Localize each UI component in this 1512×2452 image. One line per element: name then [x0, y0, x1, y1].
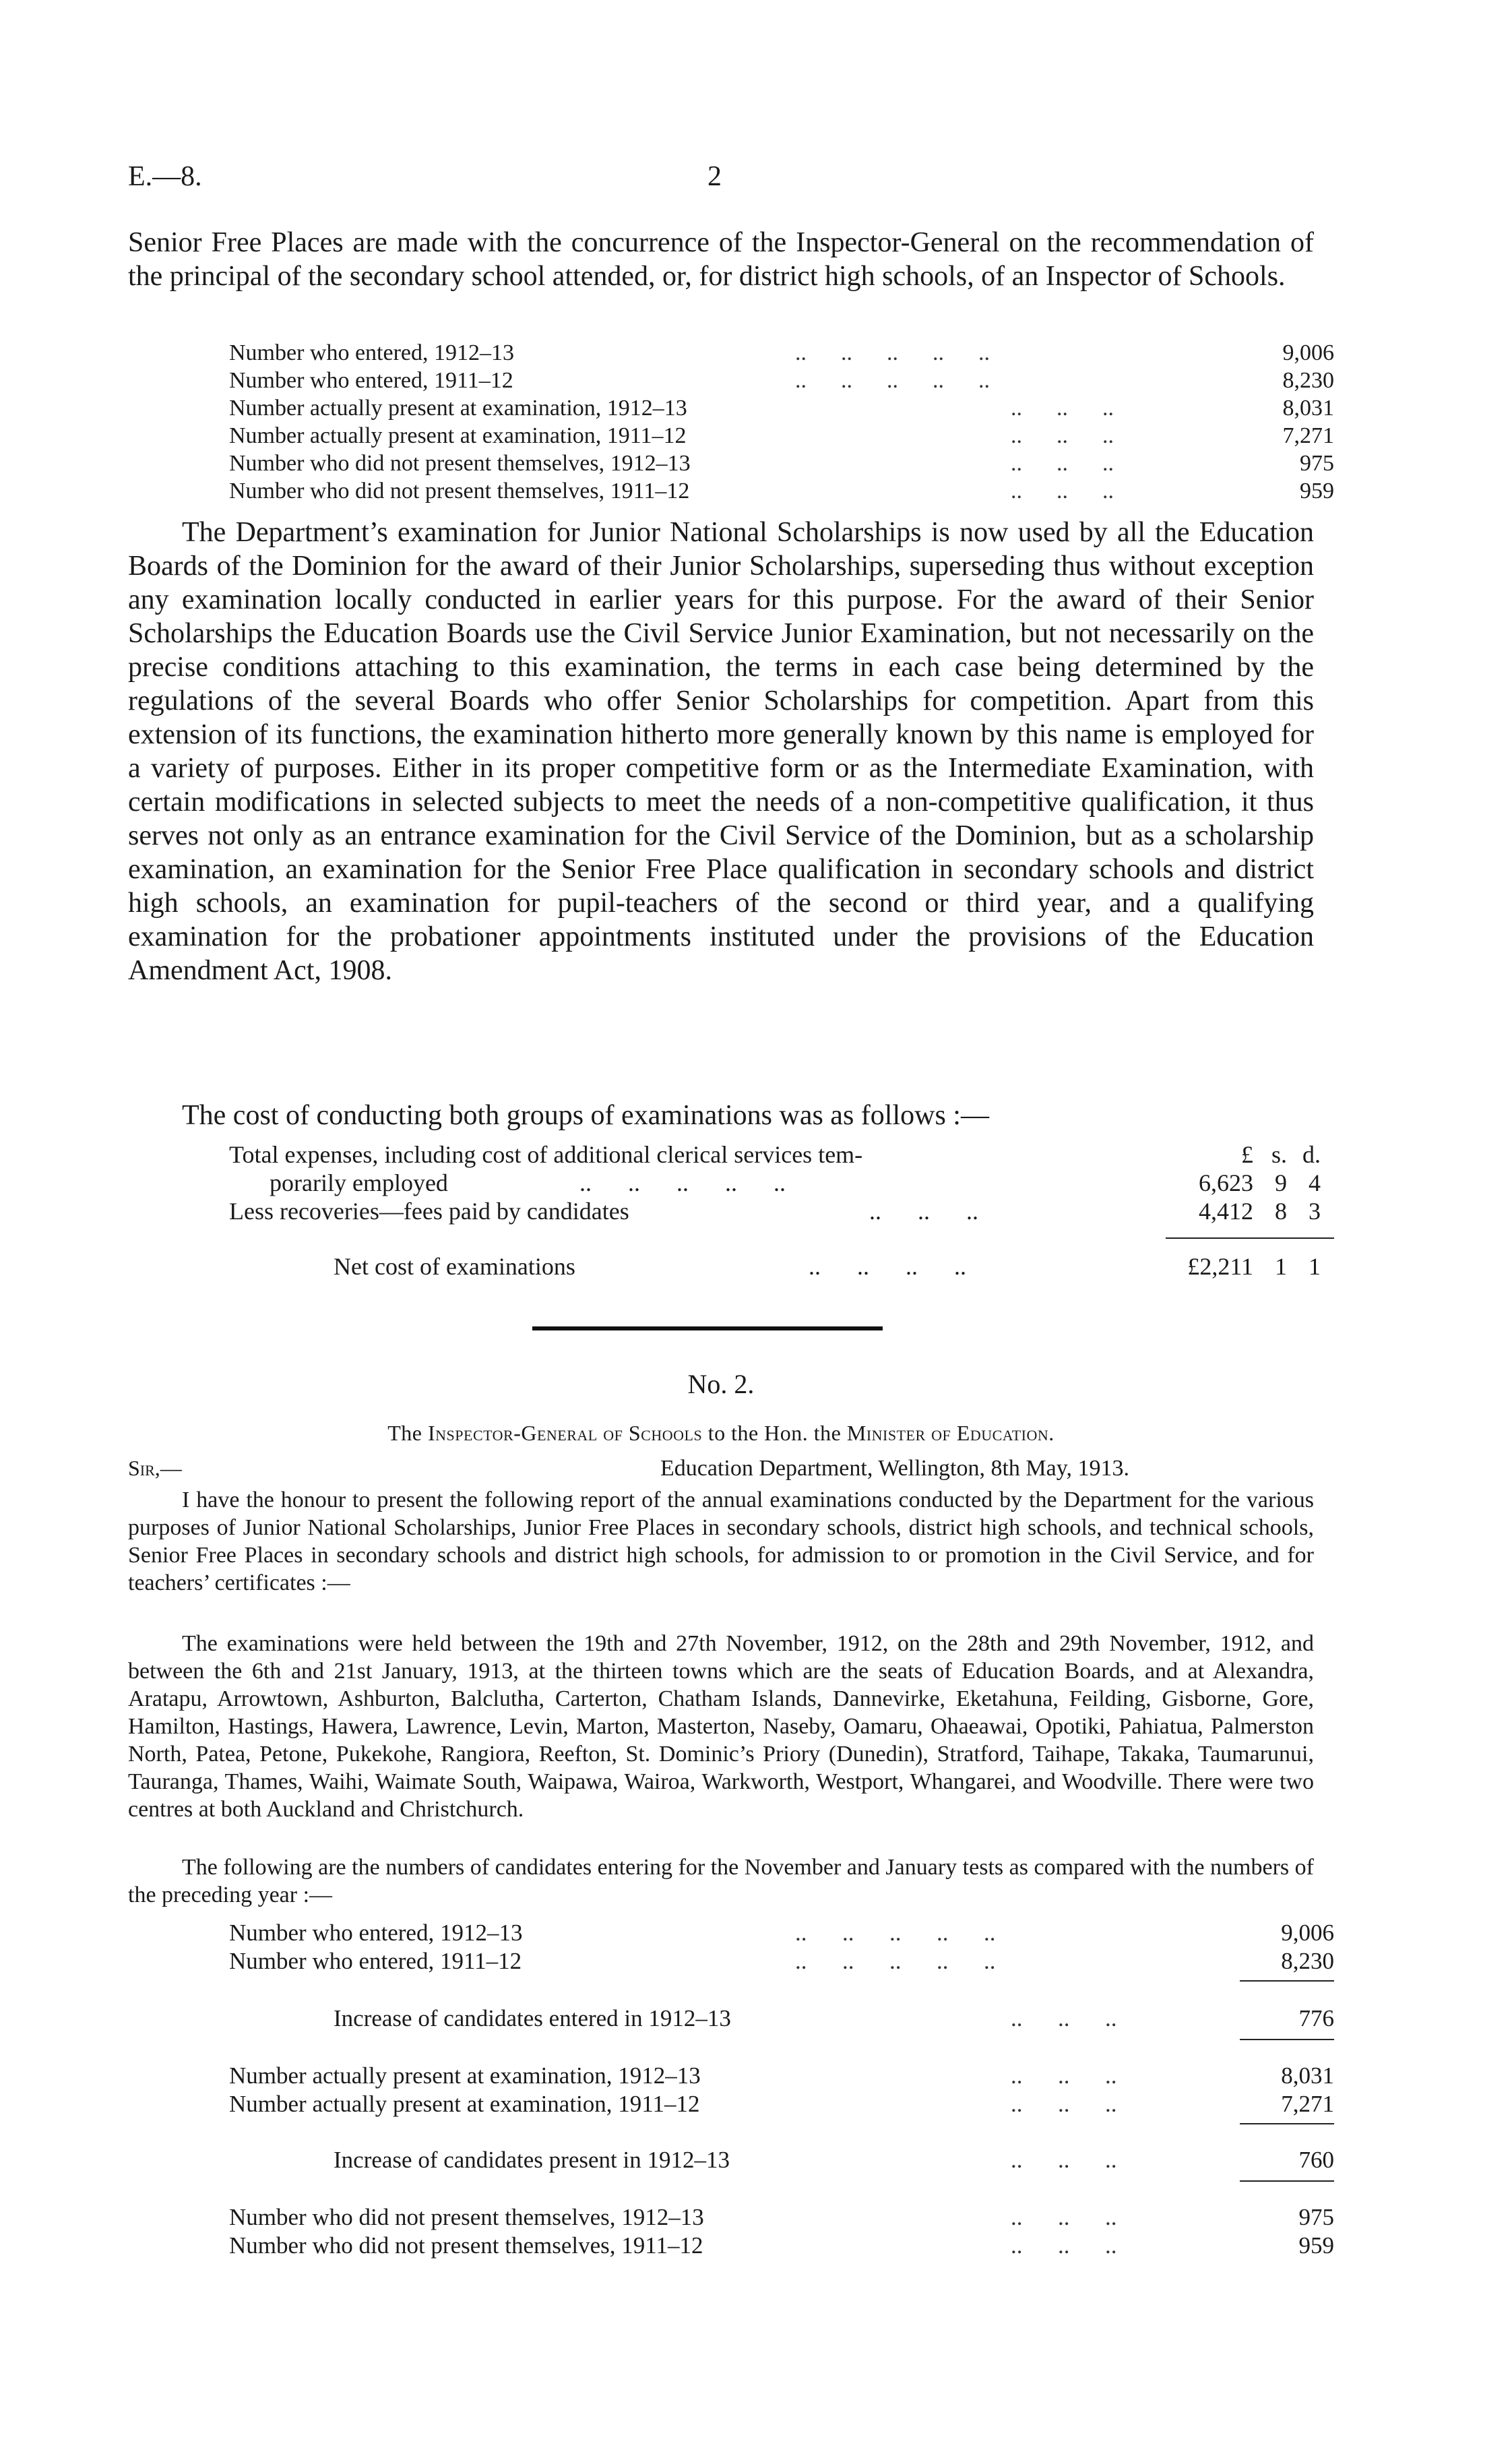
row-value: 8,031	[1281, 2062, 1334, 2089]
report-paragraph-1: I have the honour to present the following report of the annual examinations conducted by the Department for the various purposes of Junior National Scholarships, Junior Free Places in secondary schools, district high schools, and technical schools, Senior Free Places in secondary schools and district high schools, for admission to or promotion in the Civil Service, and for teachers’ certificates :—	[128, 1488, 1314, 1595]
leader-dots: .. .. .. .. ..	[579, 1169, 786, 1196]
stats2-row	[229, 1948, 1334, 1975]
row-value: 975	[1300, 451, 1334, 476]
stats2-row: Number who did not present themselves, 1912–13 .. .. .. 975	[229, 2204, 1334, 2230]
dateline: Education Department, Wellington, 8th May, 1913.	[660, 1456, 1130, 1481]
address-line	[128, 1421, 1314, 1446]
row-label: Number who did not present themselves, 1911–12	[229, 479, 690, 503]
sum-rule	[1240, 2123, 1334, 2124]
leader-dots: .. .. .. .. ..	[795, 1948, 996, 1974]
stats2-row	[229, 1920, 1334, 1947]
pounds-value: 4,412	[1199, 1198, 1253, 1225]
page-header	[128, 160, 1314, 201]
sum-rule	[1240, 2180, 1334, 2182]
sum-rule	[1240, 2039, 1334, 2040]
salutation: Sir,—	[128, 1456, 182, 1480]
row-label: Number actually present at examination, 1911–12	[229, 423, 687, 448]
stats1-row: Number who did not present themselves, 1911–12 .. .. .. 959	[229, 479, 1334, 503]
sum-rule	[1166, 1237, 1334, 1239]
stats2-row: Number who did not present themselves, 1911–12 .. .. .. 959	[229, 2232, 1334, 2259]
pounds-head: £	[1241, 1141, 1253, 1168]
row-label: Total expenses, including cost of additional clerical services tem-	[229, 1141, 863, 1168]
stats1-row: Number actually present at examination, 1911–12 .. .. .. 7,271	[229, 423, 1334, 448]
net-pounds: £2,211	[1187, 1253, 1253, 1280]
stats1-row	[229, 368, 1334, 396]
pounds-value: 6,623	[1199, 1169, 1253, 1196]
row-value: 9,006	[1281, 1920, 1334, 1946]
row-value: 8,230	[1281, 1948, 1334, 1974]
row-label: Increase of candidates entered in 1912–13	[334, 2005, 731, 2031]
row-value: 7,271	[1281, 2091, 1334, 2117]
increase-row: Increase of candidates entered in 1912–13 .. .. .. 776	[334, 2005, 1334, 2031]
sum-rule	[1240, 1980, 1334, 1982]
row-label: Number who entered, 1912–13	[229, 1920, 523, 1946]
cost-row	[229, 1169, 1334, 1198]
row-value: 760	[1298, 2147, 1334, 2173]
row-value: 8,230	[1282, 368, 1334, 393]
row-label: Number who did not present themselves, 1911–12	[229, 2232, 703, 2259]
shillings-head: s.	[1271, 1141, 1287, 1168]
section-divider	[532, 1326, 883, 1330]
row-label: Number who did not present themselves, 1912–13	[229, 451, 691, 476]
row-value: 7,271	[1282, 423, 1334, 448]
pence-value: 3	[1309, 1198, 1321, 1225]
row-label: Less recoveries—fees paid by candidates	[229, 1198, 629, 1225]
leader-dots: .. .. .. .. ..	[795, 340, 990, 365]
leader-dots: .. .. .. .. ..	[795, 368, 990, 393]
leader-dots: .. .. .. .. ..	[795, 1920, 996, 1946]
net-shillings: 1	[1275, 1253, 1287, 1280]
address-to: Minister of Education.	[846, 1421, 1054, 1445]
row-label: Number actually present at examination, 1912–13	[229, 396, 687, 421]
address-mid: to the Hon. the	[707, 1421, 842, 1445]
increase-row: Increase of candidates present in 1912–13 .. .. .. 760	[334, 2147, 1334, 2173]
cost-intro: The cost of conducting both groups of examinations was as follows :—	[182, 1100, 989, 1131]
stats1-row: Number actually present at examination, 1912–13 .. .. .. 8,031	[229, 396, 1334, 421]
row-value: 8,031	[1282, 396, 1334, 421]
row-value: 959	[1298, 2232, 1334, 2259]
row-value: 975	[1298, 2204, 1334, 2230]
row-value: 9,006	[1282, 340, 1334, 365]
cost-row: Less recoveries—fees paid by candidates .. .. .. 4,412 8 3	[229, 1198, 1321, 1225]
net-cost-row: Net cost of examinations .. .. .. .. £2,211 1 1	[334, 1253, 1321, 1280]
row-label-continued: porarily employed	[270, 1169, 448, 1196]
net-pence: 1	[1309, 1253, 1321, 1280]
net-label: Net cost of examinations	[334, 1253, 575, 1280]
stats2-row: Number actually present at examination, 1911–12 .. .. .. 7,271	[229, 2091, 1334, 2117]
stats1-row	[229, 340, 1334, 368]
department-paragraph: The Department’s examination for Junior National Scholarships is now used by all the Education Boards of the Dominion for the award of their Junior Scholarships, superseding thus without exception any examination locally conducted in earlier years for this purpose. For the award of their Senior Scholarships the Education Boards use the Civil Service Junior Examination, but not necessarily on the precise conditions attaching to this examination, the terms in each case being determined by the regulations of the several Boards who offer Senior Scholarships for competition. Apart from this extension of its functions, the examination hitherto more generally known by this name is employed for a variety of purposes. Either in its proper competitive form or as the Intermediate Examination, with certain modifications in selected subjects to meet the needs of a non-competitive qualification, it thus serves not only as an entrance examination for the Civil Service of the Dominion, but as a scholarship examination, an examination for the Senior Free Place qualification in secondary schools and district high schools, an examination for pupil-teachers of the second or third year, and a qualifying examination for the probationer appointments instituted under the provisions of the Education Amendment Act, 1908.	[128, 517, 1314, 986]
row-label: Number actually present at examination, 1911–12	[229, 2091, 700, 2117]
report-paragraph-2: The examinations were held between the 19th and 27th November, 1912, on the 28th and 29th November, 1912, and between the 6th and 21st January, 1913, at the thirteen towns which are the seats of Education Boards, and at Alexandra, Aratapu, Arrowtown, Ashburton, Balclutha, Carterton, Chatham Islands, Dannevirke, Eketahuna, Feilding, Gisborne, Gore, Hamilton, Hastings, Hawera, Lawrence, Levin, Marton, Masterton, Naseby, Oamaru, Ohaeawai, Opotiki, Pahiatua, Palmerston North, Patea, Petone, Pukekohe, Rangiora, Reefton, St. Dominic’s Priory (Dunedin), Stratford, Taihape, Takaka, Taumarunui, Tauranga, Thames, Waihi, Waimate South, Waipawa, Wairoa, Warkworth, Westport, Whangarei, and Woodville. There were two centres at both Auckland and Christchurch.	[128, 1631, 1314, 1822]
shillings-value: 9	[1275, 1169, 1287, 1196]
stats1-row: Number who did not present themselves, 1912–13 .. .. .. 975	[229, 451, 1334, 476]
intro-paragraph: Senior Free Places are made with the concurrence of the Inspector-General on the recommendation of the principal of the secondary school attended, or, for district high schools, of an Inspector of Schools.	[128, 227, 1314, 292]
row-value: 959	[1300, 479, 1334, 503]
report-reference: E.—8.	[128, 161, 202, 192]
report-paragraph-3: The following are the numbers of candidates entering for the November and January tests as compared with the numbers of the preceding year :—	[128, 1855, 1314, 1907]
cost-row	[229, 1140, 1334, 1170]
row-label: Number who entered, 1911–12	[229, 368, 513, 393]
row-label: Increase of candidates present in 1912–13	[334, 2147, 730, 2173]
address-from: Inspector-General of Schools	[427, 1421, 703, 1445]
section-number: No. 2.	[687, 1369, 755, 1399]
page-number: 2	[707, 161, 722, 192]
row-label: Number who did not present themselves, 1912–13	[229, 2204, 704, 2230]
pence-value: 4	[1309, 1169, 1321, 1196]
pence-head: d.	[1302, 1141, 1321, 1168]
row-label: Number actually present at examination, 1912–13	[229, 2062, 701, 2089]
stats2-row: Number actually present at examination, 1912–13 .. .. .. 8,031	[229, 2062, 1334, 2089]
address-prefix: The	[387, 1421, 422, 1445]
row-label: Number who entered, 1912–13	[229, 340, 515, 365]
row-label: Number who entered, 1911–12	[229, 1948, 522, 1974]
shillings-value: 8	[1275, 1198, 1287, 1225]
row-value: 776	[1298, 2005, 1334, 2031]
